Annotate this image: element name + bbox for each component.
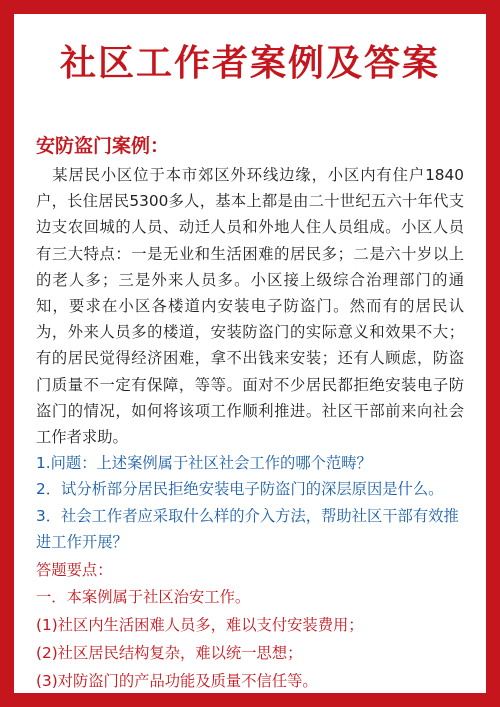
answer-line-4: (3)对防盗门的产品功能及质量不信任等。 [36, 672, 318, 691]
case-heading: 安防盗门案例： [36, 135, 170, 157]
question-3: 3．社会工作者应采取什么样的介入方法，帮助社区干部有效推进工作开展？ [36, 506, 459, 551]
answer-line-3: (2)社区居民结构复杂，难以统一思想； [36, 644, 303, 663]
case-text [36, 162, 464, 450]
question-2: 2．试分析部分居民拒绝安装电子防盗门的深层原因是什么。 [36, 480, 444, 499]
case-text-body: 某居民小区位于本市郊区外环线边缘，小区内有住户1840户，长住居民5300多人，基本上都是由二十世纪五六十年代支边支农回城的人员、动迁人员和外地人住人员组成。小区人员有三大特点：一是无业和生活困难的居民多；二是六十岁以上的老人多；三是外来人员多。小区接上级综合治理部门的通知，要求在小区各楼道内安装电子防盗门。然而有的居民认为，外来人员多的楼道，安装防盗门的实际意义和效果不大；有的居民觉得经济困难，拿不出钱来安装；还有人顾虑，防盗门质量不一定有保障，等等。面对不少居民都拒绝安装电子防盗门的情况，如何将该项工作顺利推进。社区干部前来向社会工作者求助。 [36, 166, 464, 447]
page-title: 社区工作者案例及答案 [59, 43, 440, 84]
answer-line-2: (1)社区内生活困难人员多，难以支付安装费用； [36, 616, 364, 635]
document-content [36, 132, 464, 695]
answer-line-1: 一．本案例属于社区治安工作。 [36, 588, 251, 607]
title-area [14, 40, 486, 88]
answer-heading: 答题要点： [36, 561, 113, 580]
question-1: 1.问题：上述案例属于社区社会工作的哪个范畴？ [36, 454, 372, 473]
